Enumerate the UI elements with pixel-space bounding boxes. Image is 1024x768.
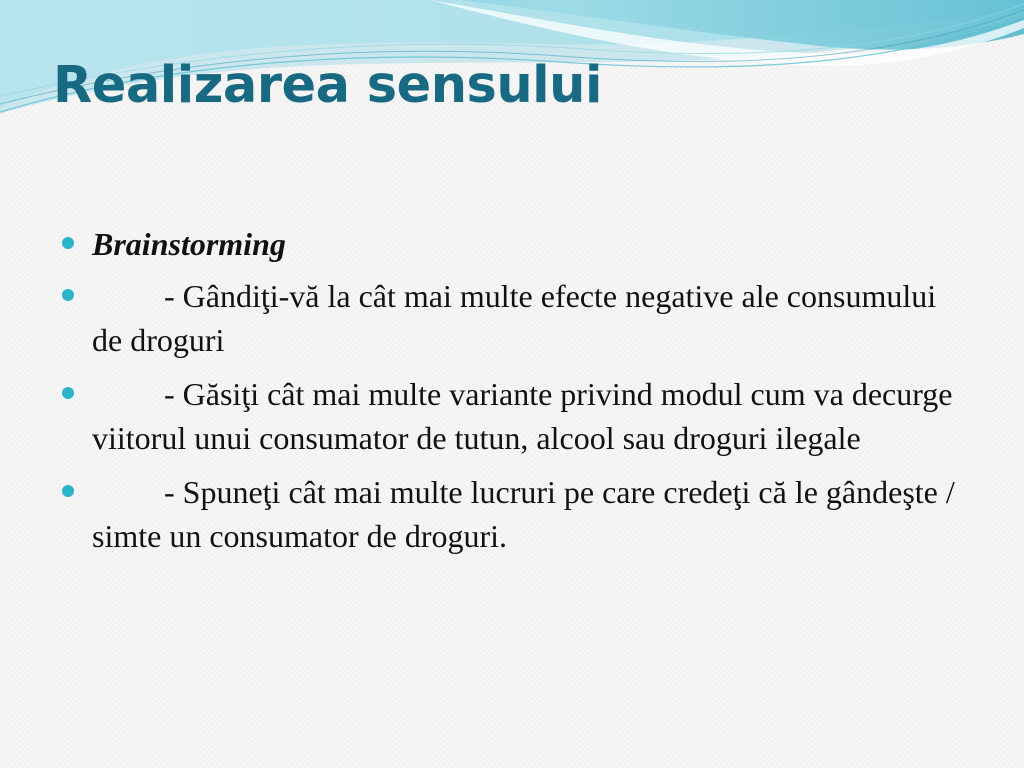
bullet-list [62,222,972,568]
bullet-dot-icon [62,387,74,399]
bullet-dot-icon [62,237,74,249]
bullet-item-negative-effects [62,274,972,362]
bullet-dot-icon [62,485,74,497]
bullet-text: - Gândiţi-vă la cât mai multe efecte negative ale consumului de droguri [92,278,937,358]
slide-title: Realizarea sensului [53,56,602,115]
bullet-dot-icon [62,289,74,301]
bullet-item-thoughts-feelings [62,470,972,558]
bullet-text: Brainstorming [92,226,286,262]
bullet-item-brainstorming [62,222,972,266]
bullet-item-future-variants [62,372,972,460]
bullet-text: - Găsiţi cât mai multe variante privind modul cum va decurge viitorul unui consumator de tutun, alcool sau droguri ilegale [92,376,953,456]
bullet-text: - Spuneţi cât mai multe lucruri pe care credeţi că le gândeşte / simte un consumator de droguri. [92,474,955,554]
